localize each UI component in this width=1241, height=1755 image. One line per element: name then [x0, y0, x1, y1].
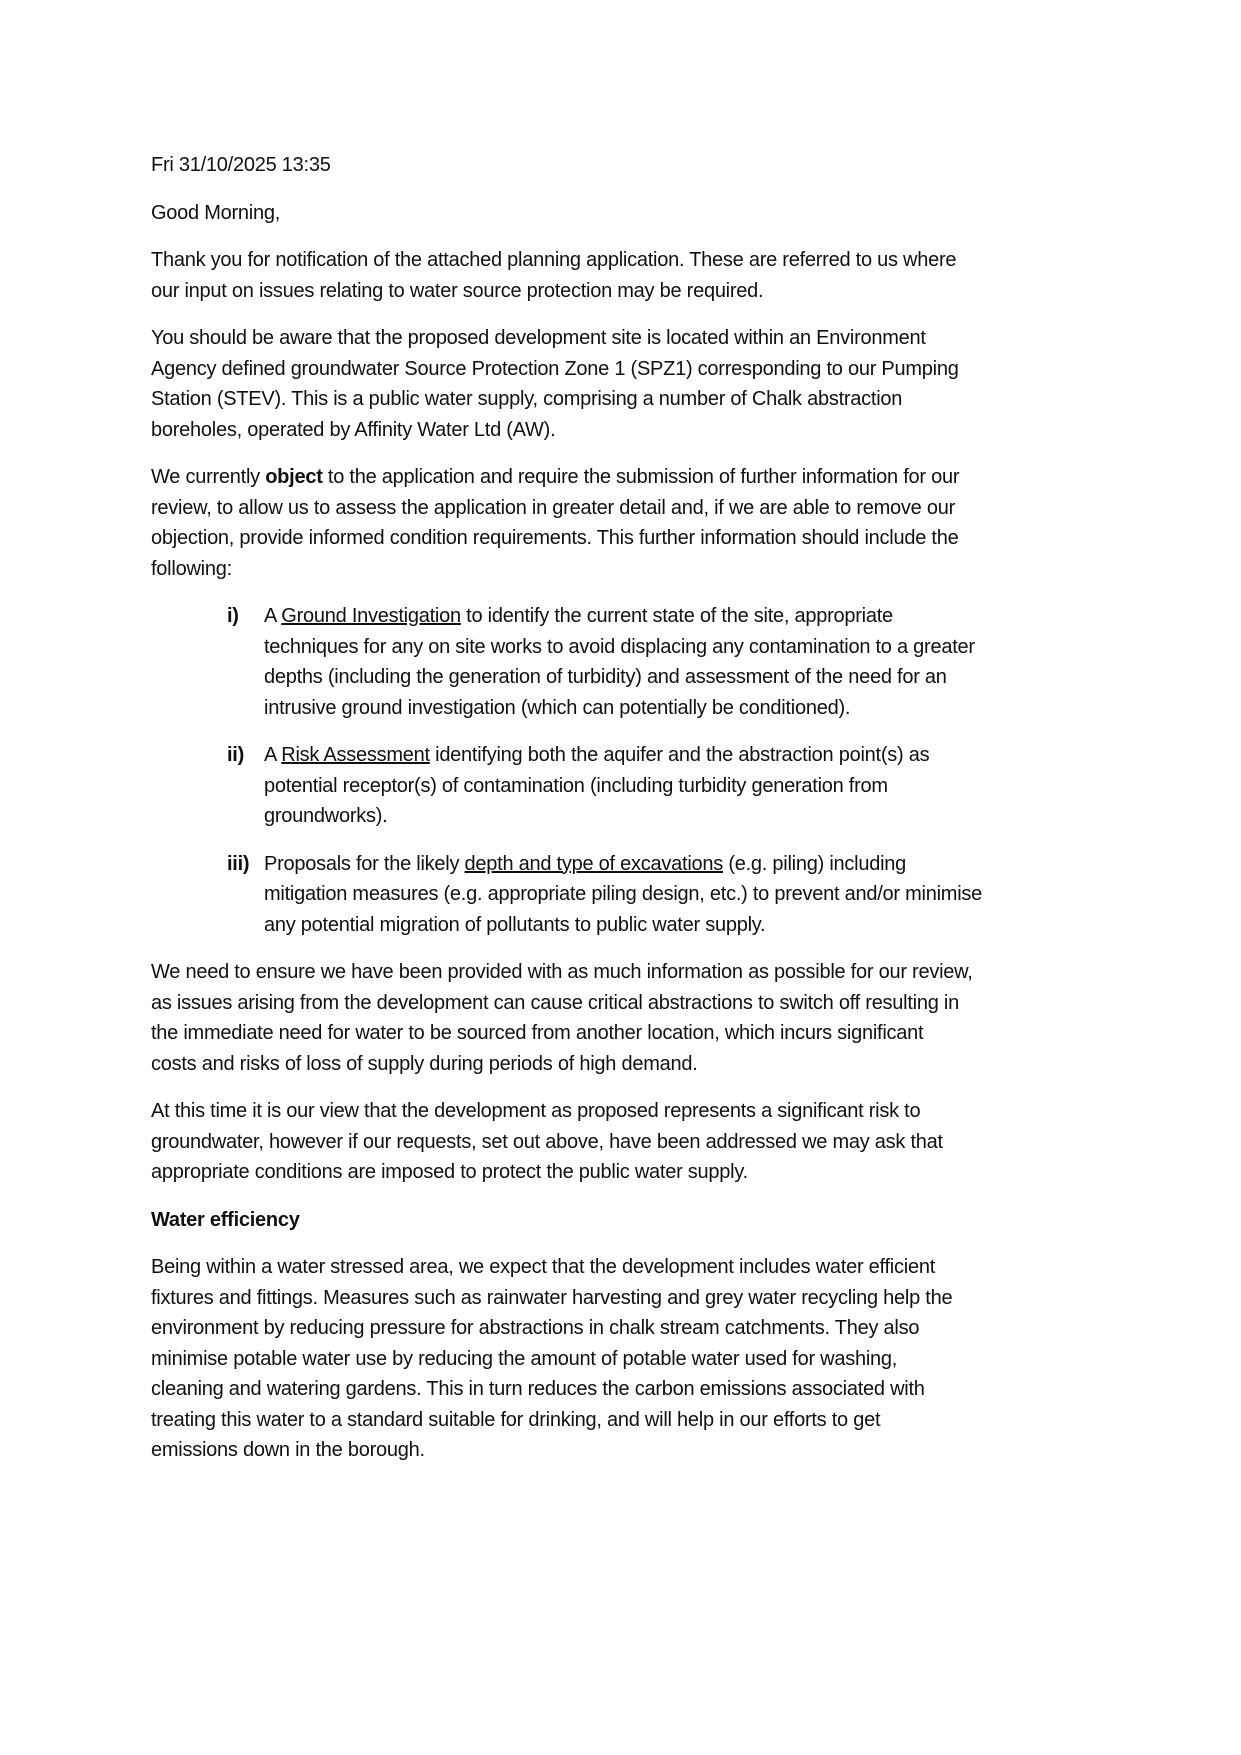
- text-line: [151, 523, 1111, 554]
- text-line: [151, 1049, 1111, 1080]
- text-segment: You should be aware that the proposed development site is located within an Environment: [151, 327, 926, 349]
- text-line: [264, 662, 1111, 693]
- text-segment: objection, provide informed condition requirements. This further information should include the: [151, 527, 959, 549]
- paragraph: [151, 1252, 1111, 1466]
- text-line: [151, 415, 1111, 446]
- list-item-number: i): [227, 605, 239, 627]
- requirements-list: [151, 601, 1111, 940]
- text-line: [151, 354, 1111, 385]
- text-segment: potential receptor(s) of contamination (including turbidity generation from: [264, 774, 888, 797]
- text-line: [151, 1374, 1111, 1405]
- text-segment: to identify the current state of the site, appropriate: [460, 605, 893, 627]
- text-segment: appropriate conditions are imposed to protect the public water supply.: [151, 1161, 748, 1183]
- text-line: [264, 801, 1111, 832]
- paragraph: [151, 323, 1111, 445]
- text-line: [264, 693, 1111, 724]
- underlined-term: Ground Investigation: [281, 605, 461, 627]
- text-segment: Agency defined groundwater Source Protection Zone 1 (SPZ1) corresponding to our Pumping: [151, 357, 959, 380]
- text-segment: fixtures and fittings. Measures such as rainwater harvesting and grey water recycling help the: [151, 1286, 953, 1309]
- paragraph: [151, 245, 1111, 306]
- text-segment: At this time it is our view that the development as proposed represents a significant risk to: [151, 1100, 921, 1122]
- list-item: [151, 740, 1111, 832]
- text-line: [264, 879, 1111, 910]
- paragraphs-before-list: [151, 245, 1111, 584]
- text-segment: any potential migration of pollutants to public water supply.: [264, 913, 766, 936]
- underlined-term: Risk Assessment: [281, 744, 430, 766]
- greeting: Good Morning,: [151, 201, 281, 224]
- text-segment: depths (including the generation of turbidity) and assessment of the need for an: [264, 666, 947, 688]
- text-segment: We currently: [151, 466, 266, 488]
- text-segment: as issues arising from the development can cause critical abstractions to switch off resulting in: [151, 991, 959, 1014]
- text-segment: (e.g. piling) including: [723, 852, 907, 875]
- text-segment: groundwater, however if our requests, set out above, have been addressed we may ask that: [151, 1130, 943, 1153]
- paragraph: [151, 462, 1111, 584]
- text-segment: emissions down in the borough.: [151, 1439, 425, 1461]
- bold-text: object: [265, 466, 323, 488]
- text-segment: review, to allow us to assess the application in greater detail and, if we are able to remove our: [151, 496, 955, 519]
- text-segment: boreholes, operated by Affinity Water Ltd (AW).: [151, 418, 556, 441]
- text-line: [151, 1018, 1111, 1049]
- text-segment: cleaning and watering gardens. This in turn reduces the carbon emissions associated with: [151, 1378, 925, 1400]
- text-segment: mitigation measures (e.g. appropriate piling design, etc.) to prevent and/or minimise: [264, 883, 983, 905]
- underlined-term: depth and type of excavations: [464, 852, 724, 875]
- text-segment: A: [264, 605, 282, 627]
- text-line: [151, 1344, 1111, 1375]
- text-line: [264, 632, 1111, 663]
- bold-text: Water efficiency: [151, 1208, 300, 1231]
- text-line: [264, 740, 1111, 771]
- text-segment: Proposals for the likely: [264, 852, 465, 875]
- text-line: [264, 849, 1111, 880]
- text-segment: identifying both the aquifer and the abstraction point(s) as: [429, 744, 930, 766]
- list-item-number: ii): [227, 744, 245, 766]
- text-line: [151, 1405, 1111, 1436]
- text-segment: We need to ensure we have been provided with as much information as possible for our review,: [151, 961, 973, 983]
- email-date: Fri 31/10/2025 13:35: [151, 154, 331, 176]
- text-segment: Station (STEV). This is a public water supply, comprising a number of Chalk abstraction: [151, 388, 903, 410]
- text-line: [151, 1157, 1111, 1188]
- text-segment: Thank you for notification of the attached planning application. These are referred to us where: [151, 249, 957, 271]
- text-line: [151, 1096, 1111, 1127]
- text-segment: minimise potable water use by reducing the amount of potable water used for washing,: [151, 1347, 898, 1370]
- paragraph: [151, 1096, 1111, 1188]
- text-segment: costs and risks of loss of supply during periods of high demand.: [151, 1052, 698, 1075]
- text-line: [151, 1127, 1111, 1158]
- text-line: [151, 1252, 1111, 1283]
- list-item: [151, 849, 1111, 941]
- text-line: [151, 554, 1111, 585]
- text-segment: techniques for any on site works to avoid displacing any contamination to a greater: [264, 635, 975, 658]
- text-segment: treating this water to a standard suitable for drinking, and will help in our efforts to get: [151, 1408, 881, 1431]
- text-line: [151, 323, 1111, 354]
- paragraph: [151, 957, 1111, 1079]
- text-line: [151, 1313, 1111, 1344]
- text-segment: groundworks).: [264, 805, 388, 827]
- text-line: [151, 1283, 1111, 1314]
- text-segment: our input on issues relating to water source protection may be required.: [151, 279, 764, 302]
- text-line: [151, 1205, 1111, 1236]
- text-line: [151, 462, 1111, 493]
- text-line: [151, 988, 1111, 1019]
- text-segment: intrusive ground investigation (which can potentially be conditioned).: [264, 696, 851, 719]
- text-segment: environment by reducing pressure for abstractions in chalk stream catchments. They also: [151, 1317, 920, 1339]
- email-body: [151, 150, 1111, 1483]
- text-line: [151, 245, 1111, 276]
- text-line: [151, 384, 1111, 415]
- section-heading: [151, 1205, 1111, 1236]
- text-segment: to the application and require the submission of further information for our: [322, 466, 960, 488]
- text-segment: Being within a water stressed area, we expect that the development includes water efficient: [151, 1256, 935, 1278]
- text-segment: following:: [151, 557, 232, 580]
- paragraphs-after-list: [151, 957, 1111, 1466]
- text-line: [151, 957, 1111, 988]
- text-segment: the immediate need for water to be sourced from another location, which incurs significant: [151, 1022, 924, 1044]
- list-item: [151, 601, 1111, 723]
- text-line: [264, 910, 1111, 941]
- list-item-number: iii): [227, 852, 250, 875]
- text-segment: A: [264, 744, 282, 766]
- text-line: [151, 493, 1111, 524]
- text-line: [264, 771, 1111, 802]
- text-line: [264, 601, 1111, 632]
- text-line: [151, 1435, 1111, 1466]
- text-line: [151, 276, 1111, 307]
